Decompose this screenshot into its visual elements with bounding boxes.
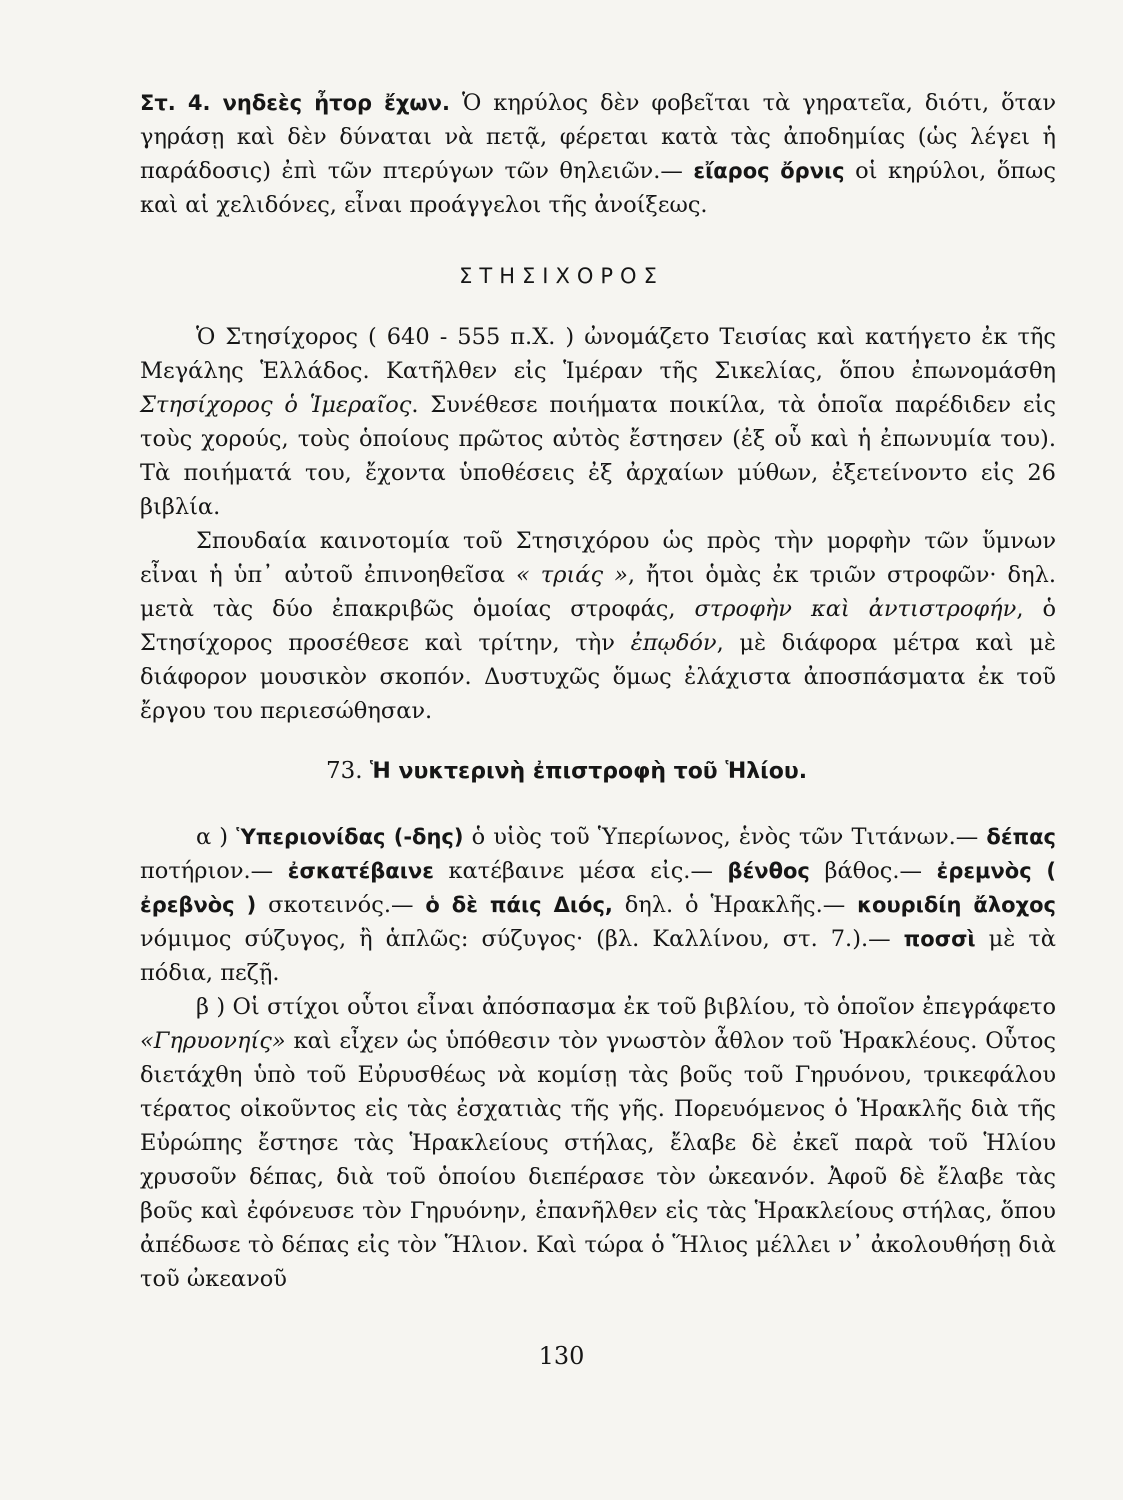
- lemma: δέπας: [986, 825, 1056, 849]
- lemma: ἐσκατέβαινε: [287, 859, 434, 883]
- text: σκοτεινός.—: [256, 892, 426, 918]
- lemma: ποσσὶ: [903, 927, 976, 951]
- italic-text: « τριάς »: [515, 562, 628, 588]
- text: οἱ κηρύλοι, ὅπως καὶ αἱ χελιδόνες, εἶναι προάγγελοι τῆς ἀνοίξεως.: [140, 158, 1057, 218]
- paragraph-a: [140, 820, 1056, 990]
- section-number: 73.: [326, 758, 363, 784]
- text: , μὲ διάφορα μέτρα καὶ μὲ διάφορον μουσικὸν σκοπόν. Δυστυχῶς ὅμως ἐλάχιστα ἀποσπάσματα ἐκ τοῦ ἔργου του περιεσώθησαν.: [140, 630, 1056, 724]
- commentary-73: [140, 820, 1056, 1296]
- text: Σπουδαία καινοτομία τοῦ Στησιχόρου ὡς πρὸς τὴν μορφὴν τῶν ὕμνων εἶναι ἡ ὑπ᾽ αὐτοῦ ἐπινοηθεῖσα: [140, 528, 1056, 588]
- section-heading: ΣΤΗΣΙΧΟΡΟΣ: [459, 264, 664, 288]
- text: νόμιμος σύζυγος, ἢ ἁπλῶς: σύζυγος· (βλ. Καλλίνου, στ. 7.).—: [140, 926, 904, 952]
- text: . Συνέθεσε ποιήματα ποικίλα, τὰ ὁποῖα παρέδιδεν εἰς τοὺς χορούς, τοὺς ὁποίους πρῶτος αὐτὸς ἔστησεν (ἐξ οὗ καὶ ἡ ἐπωνυμία του). Τὰ ποιήματά του, ἔχοντα ὑποθέσεις ἐξ ἀρχαίων μύθων, ἐξετείνοντο εἰς 26 βιβλία.: [140, 392, 1056, 520]
- lemma: εἴαρος ὄρνις: [693, 159, 845, 183]
- text: βάθος.—: [809, 858, 937, 884]
- section-title: [326, 758, 807, 784]
- page-number: 130: [538, 1342, 585, 1370]
- text: κατέβαινε μέσα εἰς.—: [433, 858, 728, 884]
- text: β ) Οἱ στίχοι οὗτοι εἶναι ἀπόσπασμα ἐκ τοῦ βιβλίου, τὸ ὁποῖον ἐπεγράφετο: [196, 994, 1056, 1020]
- text: , ὁ Στησίχορος προσέθεσε καὶ τρίτην, τὴν: [140, 596, 1056, 656]
- text: Ὁ Στησίχορος ( 640 - 555 π.Χ. ) ὠνομάζετο Τεισίας καὶ κατήγετο ἐκ τῆς Μεγάλης Ἑλλάδος. Κατῆλθεν εἰς Ἱμέραν τῆς Σικελίας, ὅπου ἐπωνομάσθη: [140, 324, 1056, 384]
- paragraph-b: [140, 990, 1056, 1296]
- paragraph: [140, 524, 1056, 728]
- lemma: ὁ δὲ πάις Διός,: [425, 893, 613, 917]
- italic-text: ἐπῳδόν: [630, 630, 717, 656]
- lemma: Στ. 4. νηδεὲς ἦτορ ἔχων.: [140, 91, 450, 115]
- text: α ): [196, 824, 237, 850]
- italic-text: Στησίχορος ὁ Ἱμεραῖος: [140, 392, 412, 418]
- lemma: Ὑπεριονίδας (-δης): [236, 825, 464, 849]
- text: μὲ τὰ πόδια, πεζῇ.: [140, 926, 1056, 986]
- text: Ὁ κηρύλος δὲν φοβεῖται τὰ γηρατεῖα, διότι, ὅταν γηράσῃ καὶ δὲν δύναται νὰ πετᾷ, φέρεται κατὰ τὰς ἀποδημίας (ὡς λέγει ἡ παράδοσις) ἐπὶ τῶν πτερύγων τῶν θηλειῶν.—: [140, 90, 1057, 184]
- paragraph: [140, 86, 1056, 222]
- lemma: κουριδίη ἄλοχος: [857, 893, 1056, 917]
- text: ὁ υἱὸς τοῦ Ὑπερίωνος, ἑνὸς τῶν Τιτάνων.—: [463, 824, 987, 850]
- section-title-text: Ἡ νυκτερινὴ ἐπιστροφὴ τοῦ Ἡλίου.: [369, 759, 808, 784]
- lemma: βένθος: [727, 859, 810, 883]
- text: δηλ. ὁ Ἡρακλῆς.—: [612, 892, 858, 918]
- italic-text: στροφὴν καὶ ἀντιστροφήν: [694, 596, 1017, 622]
- stesichorus-bio: [140, 320, 1056, 728]
- text: , ἤτοι ὁμὰς ἐκ τριῶν στροφῶν· δηλ. μετὰ τὰς δύο ἐπακριβῶς ὁμοίας στροφάς,: [140, 562, 1057, 622]
- italic-text: «Γηρυονηίς»: [140, 1028, 286, 1054]
- paragraph: [140, 320, 1056, 524]
- text: ποτήριον.—: [140, 858, 288, 884]
- commentary-verse-4: [140, 86, 1056, 222]
- lemma: ἐρεμνὸς ( ἐρεβνὸς ): [140, 859, 1057, 917]
- text: καὶ εἶχεν ὡς ὑπόθεσιν τὸν γνωστὸν ἆθλον τοῦ Ἡρακλέους. Οὗτος διετάχθη ὑπὸ τοῦ Εὐρυσθέως νὰ κομίσῃ τὰς βοῦς τοῦ Γηρυόνου, τρικεφάλου τέρατος οἰκοῦντος εἰς τὰς ἐσχατιὰς τῆς γῆς. Πορευόμενος ὁ Ἡρακλῆς διὰ τῆς Εὐρώπης ἔστησε τὰς Ἡρακλείους στήλας, ἔλαβε δὲ ἐκεῖ παρὰ τοῦ Ἡλίου χρυσοῦν δέπας, διὰ τοῦ ὁποίου διεπέρασε τὸν ὠκεανόν. Ἀφοῦ δὲ ἔλαβε τὰς βοῦς καὶ ἐφόνευσε τὸν Γηρυόνην, ἐπανῆλθεν εἰς τὰς Ἡρακλείους στήλας, ὅπου ἀπέδωσε τὸ δέπας εἰς τὸν Ἥλιον. Καὶ τώρα ὁ Ἥλιος μέλλει ν᾽ ἀκολουθήσῃ διὰ τοῦ ὠκεανοῦ: [140, 1028, 1056, 1292]
